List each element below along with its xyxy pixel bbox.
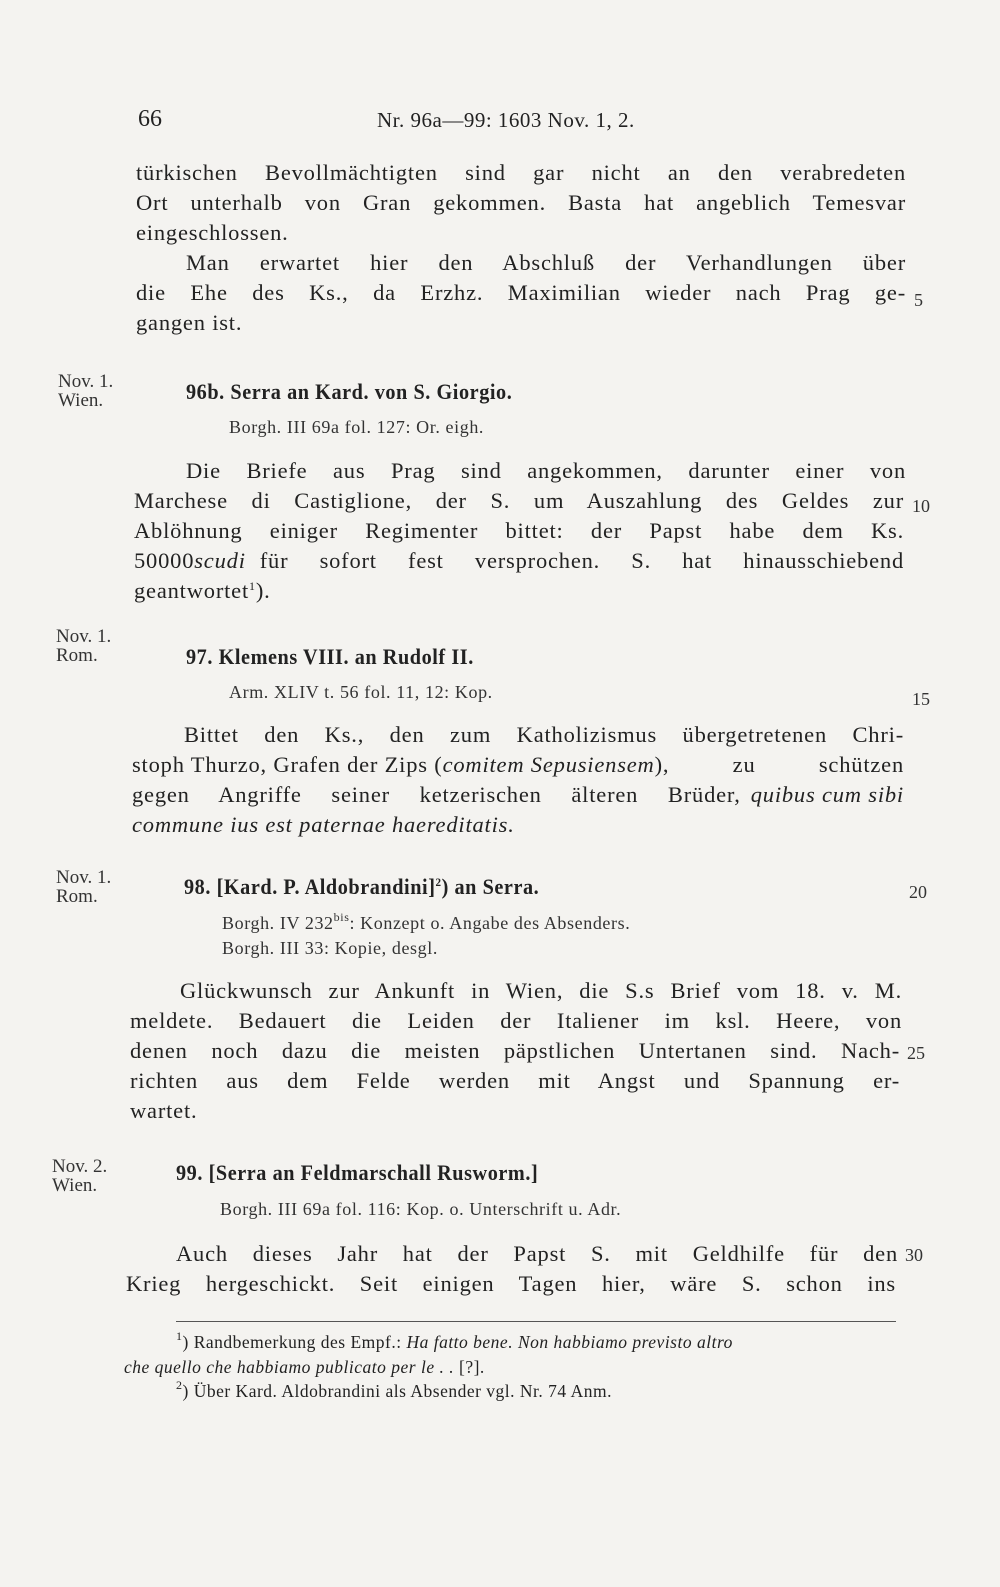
text-line: Krieg hergeschickt. Seit einigen Tagen hier, wäre S. schon ins [126, 1271, 896, 1296]
text-line: meldete. Bedauert die Leiden der Italiener im ksl. Heere, von [130, 1008, 902, 1033]
line-number: 10 [912, 496, 930, 516]
source-reference: Borgh. III 69a fol. 116: Kop. o. Unterschrift u. Adr. [220, 1199, 622, 1219]
text-line: Bittet den Ks., den zum Katholizismus übergetretenen Chri- [184, 722, 904, 747]
text-line: wartet. [130, 1098, 198, 1123]
text-line: Man erwartet hier den Abschluß der Verhandlungen über [186, 250, 906, 275]
line-number: 5 [914, 290, 923, 310]
running-title: Nr. 96a—99: 1603 Nov. 1, 2. [377, 108, 635, 132]
page-number: 66 [138, 106, 162, 132]
source-reference: Borgh. III 33: Kopie, desgl. [222, 938, 438, 958]
line-number: 25 [907, 1043, 925, 1063]
text-line: gegen Angriffe seiner ketzerischen älteren Brüder, quibus cum sibi [132, 782, 904, 807]
footnote: che quello che habbiamo publicato per le . . [?]. [124, 1357, 485, 1377]
line-number: 15 [912, 689, 930, 709]
margin-date: Nov. 2. Wien. [52, 1156, 108, 1196]
text-line: die Ehe des Ks., da Erzhz. Maximilian wieder nach Prag ge- [136, 280, 906, 305]
text-line: Ablöhnung einiger Regimenter bittet: der Papst habe dem Ks. [134, 518, 904, 543]
source-reference: Arm. XLIV t. 56 fol. 11, 12: Kop. [229, 682, 493, 702]
footnote-ref: 1 [249, 579, 256, 593]
text-line: richten aus dem Felde werden mit Angst und Spannung er- [130, 1068, 900, 1093]
line-number: 20 [909, 882, 927, 902]
page-header [0, 106, 1000, 146]
text-line: denen noch dazu die meisten päpstlichen Untertanen sind. Nach- [130, 1038, 900, 1063]
text-line: Auch dieses Jahr hat der Papst S. mit Geldhilfe für den [176, 1241, 898, 1266]
text-line: Die Briefe aus Prag sind angekommen, darunter einer von [186, 458, 906, 483]
text-line: eingeschlossen. [136, 220, 289, 245]
footnote-rule [176, 1321, 896, 1322]
text-line: geantwortet$^1$). [134, 578, 271, 603]
text-line: Marchese di Castiglione, der S. um Auszahlung des Geldes zur [134, 488, 904, 513]
text-line: commune ius est paternae haereditatis. [132, 812, 515, 837]
text-line: Glückwunsch zur Ankunft in Wien, die S.s Brief vom 18. v. M. [180, 978, 902, 1003]
footnote-ref: 2 [435, 875, 442, 889]
text-line: gangen ist. [136, 310, 243, 335]
margin-date: Nov. 1. Wien. [58, 371, 114, 411]
document-heading: 96b. Serra an Kard. von S. Giorgio. [186, 379, 513, 404]
document-heading: 98. [Kard. P. Aldobrandini]$^2$) an Serra. [184, 874, 540, 899]
source-reference: Borgh. IV $232^{bis}$: Konzept o. Angabe des Absenders. [222, 910, 631, 933]
margin-date: Nov. 1. Rom. [56, 867, 112, 907]
footnote: $^2$) Über Kard. Aldobrandini als Absender vgl. Nr. 74 Anm. [176, 1378, 612, 1401]
text-line: stoph Thurzo, Grafen der Zips ( comitem Sepusiensem ), zu schützen [132, 752, 904, 777]
margin-date: Nov. 1. Rom. [56, 626, 112, 666]
line-number: 30 [905, 1245, 923, 1265]
document-heading: 97. Klemens VIII. an Rudolf II. [186, 644, 474, 669]
footnote: $^1$) Randbemerkung des Empf.: Ha fatto bene. Non habbiamo previsto altro [176, 1329, 733, 1352]
document-heading: 99. [Serra an Feldmarschall Rusworm.] [176, 1160, 539, 1185]
text-line: Ort unterhalb von Gran gekommen. Basta hat angeblich Temesvar [136, 190, 906, 215]
text-line: türkischen Bevollmächtigten sind gar nicht an den verabredeten [136, 160, 906, 185]
source-reference: Borgh. III 69a fol. 127: Or. eigh. [229, 417, 485, 437]
text-line: 50000 scudi für sofort fest versprochen. S. hat hinausschiebend [134, 548, 904, 573]
